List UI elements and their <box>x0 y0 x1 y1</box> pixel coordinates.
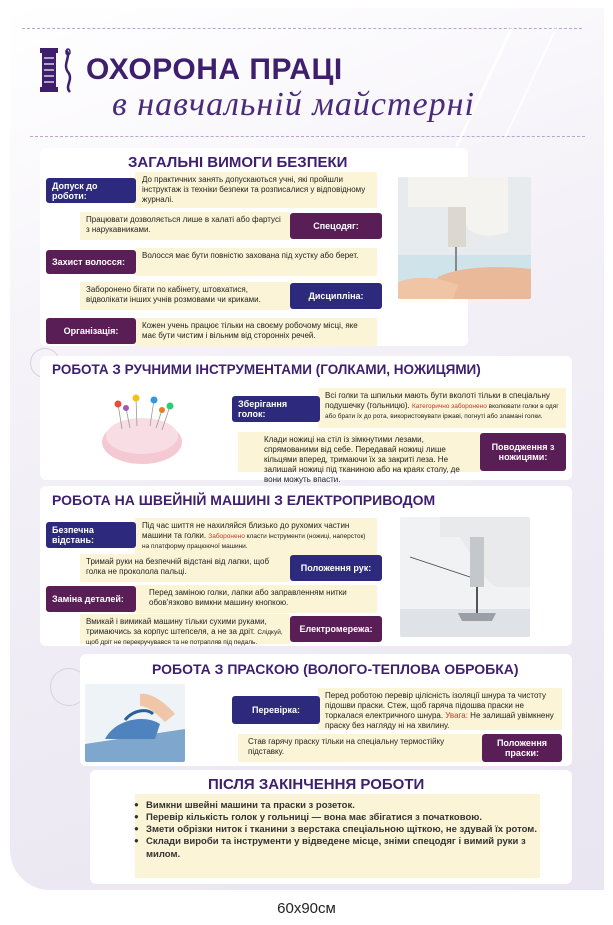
machine-text-power-note: Слідкуй, щоб дріт не перекручувався та не потрапляв під педаль. <box>86 629 283 647</box>
general-text-organization: Кожен учень працює тільки на своєму робочому місці, яке має бути чистим і вільним від сторонніх речей. <box>135 318 377 346</box>
machine-label-hands: Положення рук: <box>290 555 382 581</box>
general-text-hair: Волосся має бути повністю захована під хустку або берет. <box>135 248 377 276</box>
general-text-admission: До практичних занять допускаються учні, які пройшли інструктаж із техніки безпеки та розписалися у відповідному журналі. <box>135 172 377 208</box>
section-after-heading: ПІСЛЯ ЗАКІНЧЕННЯ РОБОТИ <box>208 776 425 793</box>
machine-text-distance-rest: класти інструменти (ножиці, наперсток) на платформу працюючої машини. <box>142 533 366 551</box>
machine-text-power <box>80 614 290 647</box>
iron-label-check: Перевірка: <box>232 696 320 724</box>
hand-text-needles-warning: Категорично заборонено <box>411 403 487 410</box>
hand-text-needles-rest: вколювати голки в одяг або брати їх до рота, використовувати іржаві, погнуті або зламані голки. <box>325 403 559 421</box>
dashed-line-bottom <box>30 136 585 137</box>
section-machine-heading: РОБОТА НА ШВЕЙНІЙ МАШИНІ З ЕЛЕКТРОПРИВОДОМ <box>52 492 436 508</box>
general-text-workwear: Працювати дозволяється лише в халаті або фартусі з нарукавниками. <box>80 212 290 240</box>
iron-label-position: Положення праски: <box>482 734 562 762</box>
after-list <box>134 800 544 861</box>
machine-text-distance <box>135 518 377 558</box>
poster-subtitle: в навчальній майстерні <box>112 86 475 123</box>
machine-text-distance-main: Під час шиття не нахиляйся близько до рухомих частин машини та голки. <box>142 521 350 540</box>
machine-text-power-main: Вмикай і вимикай машину тільки сухими руками, тримаючись за корпус штепселя, а не за дріт. <box>86 617 267 636</box>
hand-text-needles-main: Всі голки та шпильки мають бути вколоті тільки в спеціальну подушечку (гольницю). <box>325 391 550 410</box>
poster-title: ОХОРОНА ПРАЦІ <box>86 53 343 86</box>
photo-sewing-machine-hands <box>398 177 531 299</box>
photo-machine-needle <box>400 517 530 637</box>
list-item: ● Змети обрізки ниток і тканини з верстака спеціальною щіткою, не здувай їх ротом. <box>134 824 544 836</box>
section-ironing-heading: РОБОТА З ПРАСКОЮ (ВОЛОГО-ТЕПЛОВА ОБРОБКА) <box>152 661 519 677</box>
hand-text-needles <box>318 388 566 428</box>
list-item: ● Вимкни швейні машини та праски з розеток. <box>134 800 544 812</box>
machine-text-distance-warning: Заборонено <box>208 533 245 540</box>
machine-label-power: Електромережа: <box>290 616 382 642</box>
general-label-discipline: Дисципліна: <box>290 283 382 309</box>
iron-text-check <box>318 688 562 730</box>
photo-iron <box>85 684 185 762</box>
iron-text-position: Став гарячу праску тільки на спеціальну термостійку підставку. <box>238 734 482 762</box>
hand-label-needles: Зберігання голок: <box>232 396 320 422</box>
iron-text-check-main: Перед роботою перевір цілісність ізоляції шнура та чистоту підошви праски. Стеж, щоб гаряча підошва праски не торкалася електричного шнура. <box>325 691 547 720</box>
general-label-hair: Захист волосся: <box>46 250 136 274</box>
section-general-heading: ЗАГАЛЬНІ ВИМОГИ БЕЗПЕКИ <box>128 154 348 171</box>
machine-text-hands: Тримай руки на безпечній відстані від лапки, щоб голка не проколола пальці. <box>80 554 290 582</box>
iron-text-check-warning: Увага: <box>445 711 468 720</box>
general-label-admission: Допуск до роботи: <box>46 178 136 203</box>
hand-text-scissors: Клади ножиці на стіл із зімкнутими лезами, спрямованими від себе. Передавай ножиці лише кільцями вперед, тримаючи їх за закриті леза. Не залишай ножиці під тканиною або на краях столу, де вони можуть впасти. <box>238 432 482 472</box>
hand-label-scissors: Поводження з ножицями: <box>480 433 566 471</box>
machine-text-replace: Перед заміною голки, лапки або заправленням нитки обов'язково вимкни машину кнопкою. <box>135 585 377 613</box>
machine-label-replace: Заміна деталей: <box>46 586 136 612</box>
general-label-organization: Організація: <box>46 318 136 344</box>
iron-text-check-rest: Не залишай увімкнену праску без нагляду ні на хвилину. <box>325 711 554 730</box>
list-item: ● Перевір кількість голок у гольниці — вона має збігатися з початковою. <box>134 812 544 824</box>
list-item: ● Склади вироби та інструменти у відведене місце, зніми спецодяг і вимий руки з милом. <box>134 836 544 860</box>
decor-light-stroke-2 <box>504 28 557 138</box>
machine-label-distance: Безпечна відстань: <box>46 522 136 548</box>
general-label-workwear: Спецодяг: <box>290 213 382 239</box>
general-text-discipline: Заборонено бігати по кабінету, штовхатися, відволікати інших учнів розмовами чи криками. <box>80 282 290 310</box>
photo-pincushion <box>92 384 192 469</box>
dashed-line-top <box>22 28 582 29</box>
poster-size-caption: 60х90см <box>277 900 336 917</box>
sewing-thread-icon <box>38 46 80 94</box>
section-hand-tools-heading: РОБОТА З РУЧНИМИ ІНСТРУМЕНТАМИ (ГОЛКАМИ, НОЖИЦЯМИ) <box>52 362 481 377</box>
